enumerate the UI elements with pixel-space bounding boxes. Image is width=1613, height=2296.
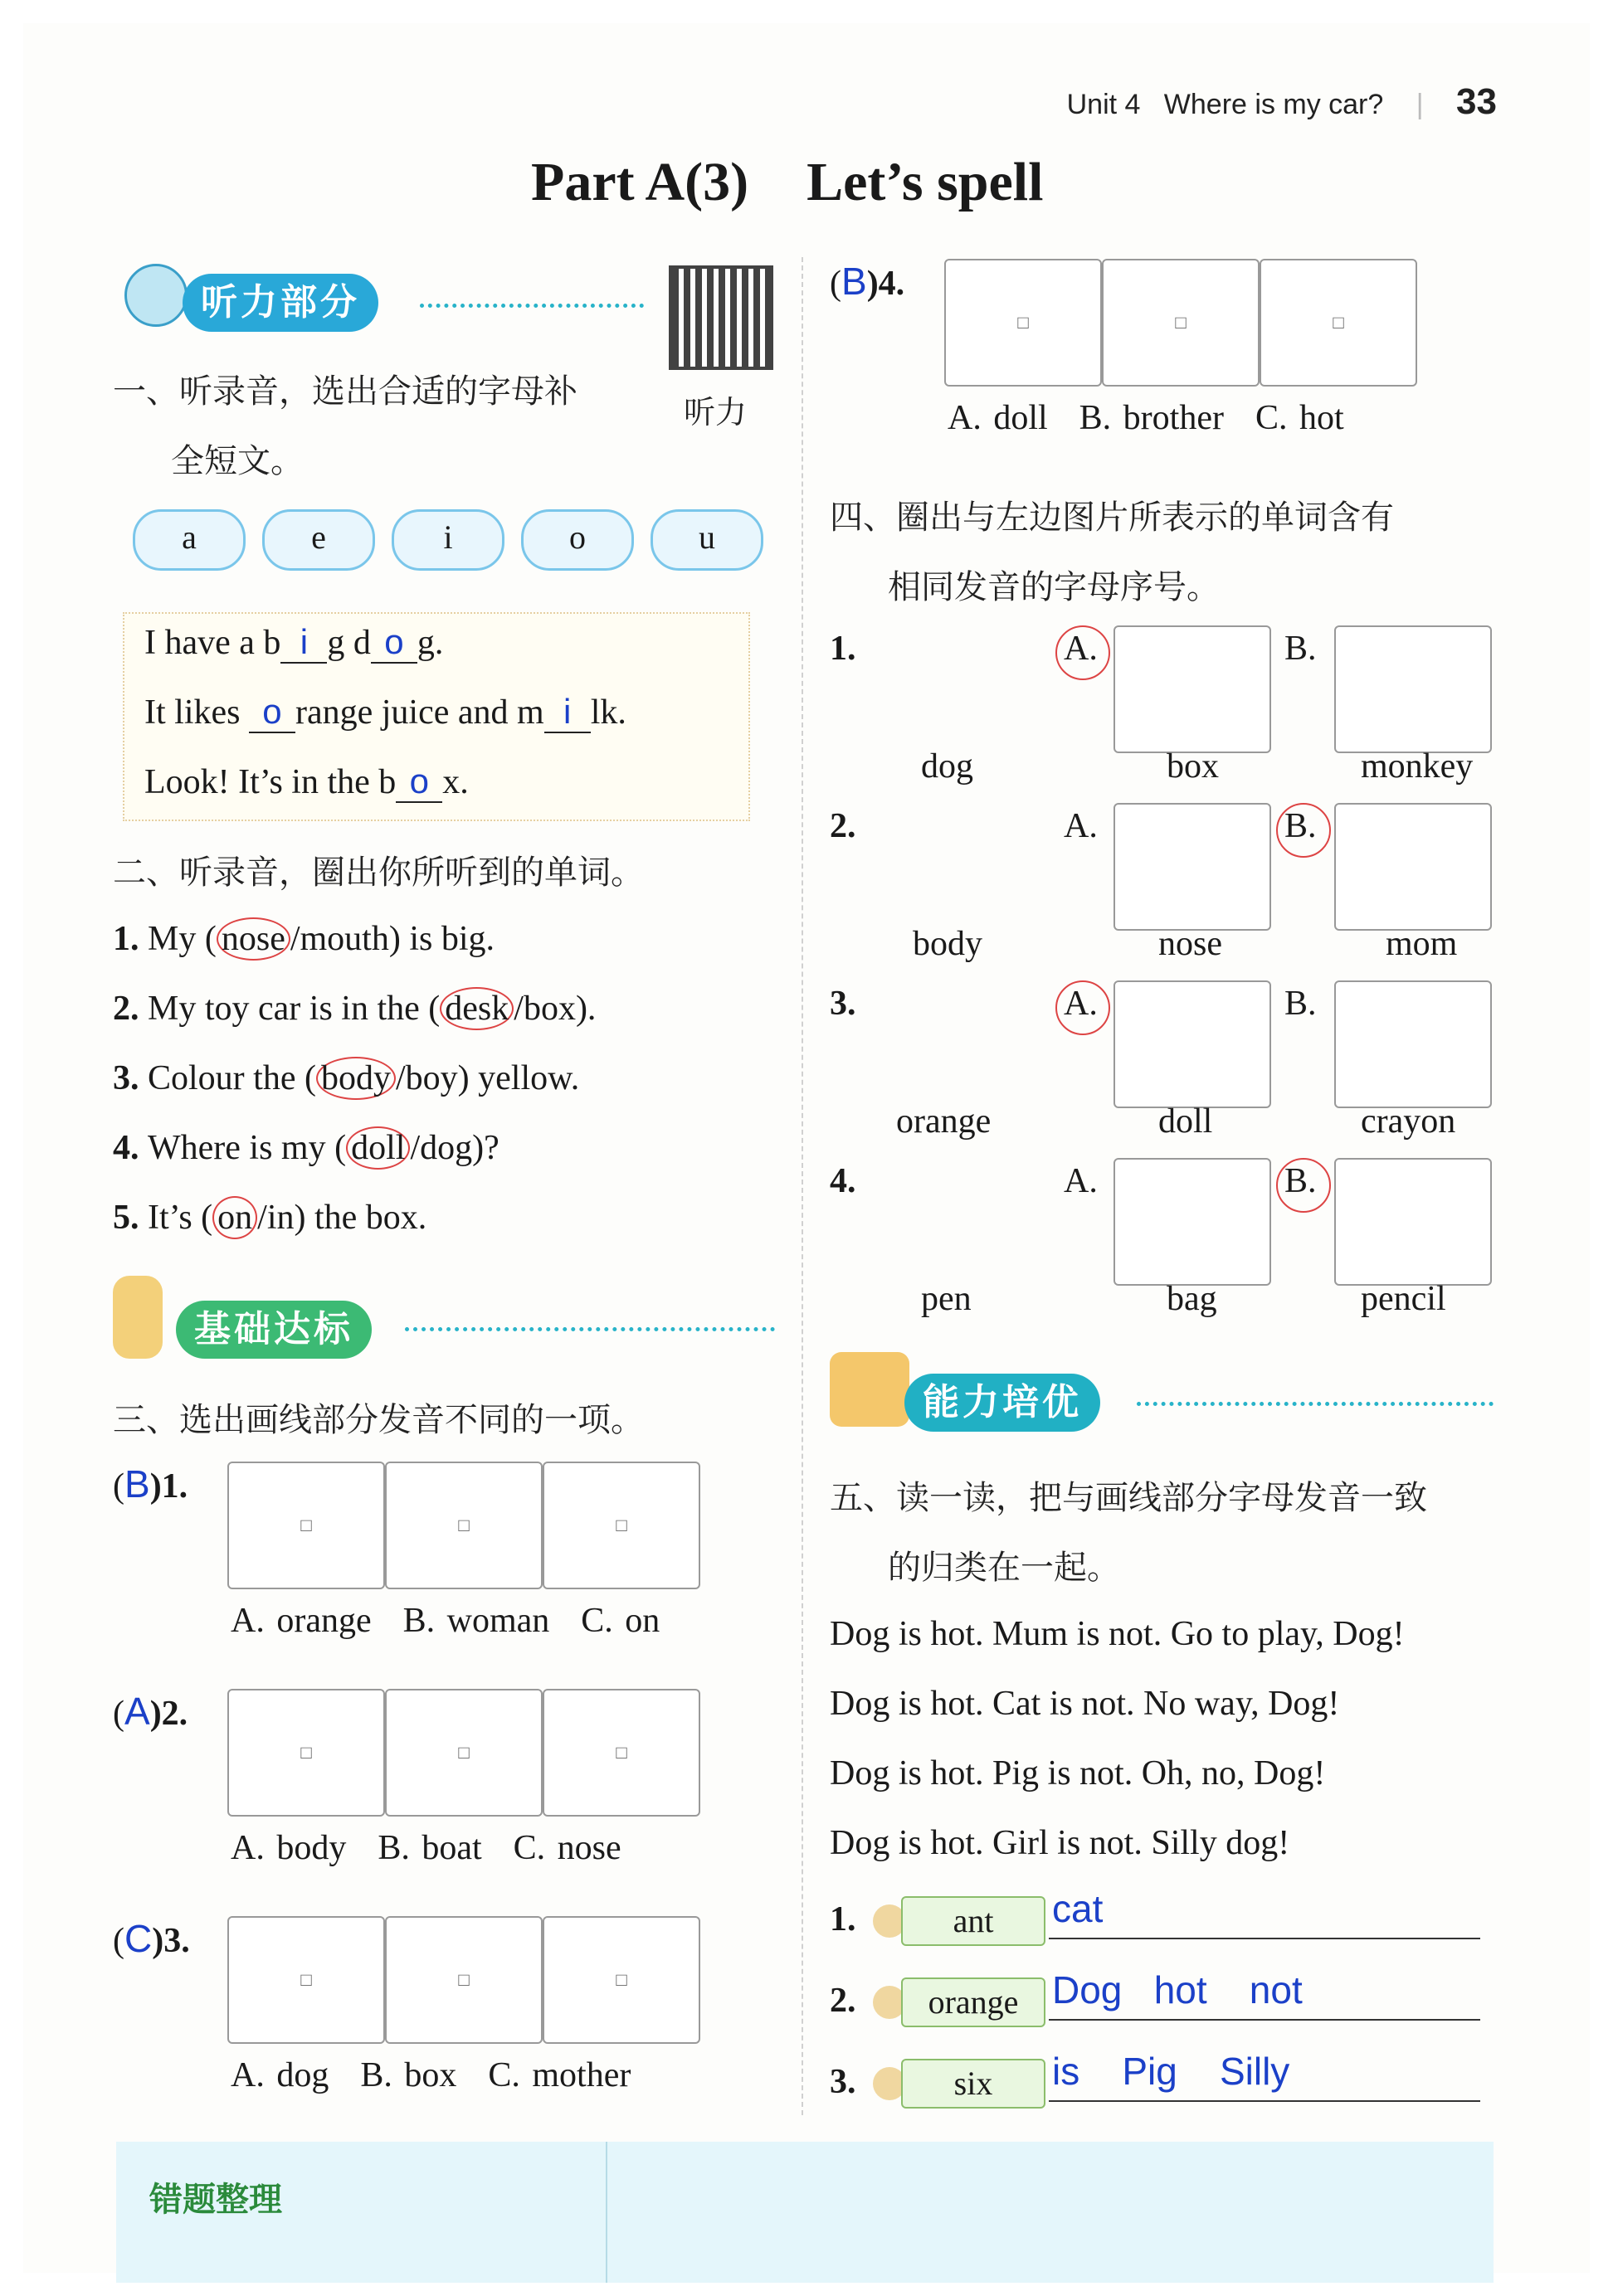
q1-instruction: 一、听录音，选出合适的字母补 — [113, 372, 577, 411]
option-b-label[interactable]: B. — [1284, 985, 1317, 1023]
letter-cloud[interactable]: a — [133, 509, 246, 571]
picture-frame — [227, 1916, 385, 2044]
item-number: 4. — [113, 1129, 148, 1167]
option-b-word: monkey — [1361, 747, 1474, 786]
main-word: body — [913, 925, 982, 963]
sentence-end: )? — [472, 1129, 499, 1167]
slash: / — [514, 990, 524, 1028]
answer-blank[interactable]: o — [249, 692, 295, 733]
picture-frame — [1102, 259, 1260, 387]
option-b-label[interactable]: B. — [1284, 630, 1317, 668]
q4-instruction-cont: 相同发音的字母序号。 — [888, 568, 1220, 606]
option-b-picture[interactable] — [1334, 803, 1492, 931]
option-a-label[interactable]: A. — [1064, 630, 1098, 668]
picture-frame — [385, 1916, 543, 2044]
option-label[interactable]: A. orange — [231, 1602, 372, 1640]
q2-instruction: 二、听录音，圈出你所听到的单词。 — [113, 854, 644, 892]
option-label[interactable]: A. dog — [231, 2056, 329, 2094]
ability-section-badge: 能力培优 — [904, 1374, 1100, 1432]
option-label[interactable]: C. mother — [488, 2056, 631, 2094]
selected-circle — [1276, 1158, 1331, 1213]
circled-word[interactable]: body — [316, 1057, 396, 1100]
item-number: 3. — [830, 985, 856, 1023]
option-b-picture[interactable] — [1334, 980, 1492, 1108]
alt-word[interactable]: dog — [420, 1129, 473, 1167]
notes-band — [116, 2142, 1494, 2283]
option-label[interactable]: B. box — [360, 2056, 457, 2094]
picture-icon: □ — [300, 1515, 312, 1535]
q1-line-2 — [144, 692, 626, 733]
dotted-rule — [1137, 1402, 1494, 1406]
reading-sentence: Dog is hot. Cat is not. No way, Dog! — [830, 1685, 1340, 1723]
option-a-picture[interactable] — [1114, 803, 1271, 931]
slash: / — [410, 1129, 421, 1167]
answer-line-text[interactable]: Dog hot not — [1052, 1968, 1303, 2011]
alt-word[interactable]: box — [523, 990, 576, 1028]
picture-frame — [227, 1462, 385, 1589]
page-header — [1067, 81, 1497, 123]
option-a-picture[interactable] — [1114, 980, 1271, 1108]
option-label[interactable]: B. boat — [378, 1829, 482, 1867]
paren: ( — [830, 265, 841, 303]
option-label[interactable]: C. hot — [1255, 399, 1344, 437]
option-label[interactable]: A. doll — [948, 399, 1048, 437]
q3-answer — [113, 1689, 188, 1734]
q2-item — [113, 987, 596, 1030]
option-b-picture[interactable] — [1334, 1158, 1492, 1286]
letter-cloud[interactable]: e — [262, 509, 375, 571]
option-a-label[interactable]: A. — [1064, 807, 1098, 845]
main-word: pen — [921, 1280, 972, 1318]
paren: ( — [113, 1922, 124, 1960]
option-a-label[interactable]: A. — [1064, 985, 1098, 1023]
main-picture — [880, 1158, 1034, 1282]
q3-answer — [113, 1462, 188, 1506]
key-word-tag: ant — [901, 1896, 1045, 1946]
q3-instruction: 三、选出画线部分发音不同的一项。 — [113, 1401, 644, 1439]
text: It likes — [144, 693, 241, 732]
picture-icon: □ — [616, 1515, 627, 1535]
basic-section-badge: 基础达标 — [176, 1301, 372, 1359]
column-divider — [802, 257, 803, 2115]
picture-frame — [543, 1689, 700, 1817]
picture-icon: □ — [616, 1742, 627, 1763]
item-number: 3. — [830, 2063, 856, 2101]
unit-label: Unit 4 — [1066, 89, 1141, 120]
reading-sentence: Dog is hot. Pig is not. Oh, no, Dog! — [830, 1754, 1326, 1793]
item-number: 3. — [113, 1059, 148, 1097]
item-number: )4. — [866, 265, 905, 303]
paren: ( — [113, 1695, 124, 1733]
notes-divider — [606, 2142, 607, 2283]
page-title — [531, 151, 1101, 214]
circled-word[interactable]: desk — [440, 987, 514, 1030]
paren: ( — [113, 1467, 124, 1506]
text: Look! It’s in the b — [144, 763, 397, 801]
picture-icon: □ — [458, 1742, 470, 1763]
circled-word[interactable]: on — [212, 1196, 257, 1239]
picture-icon: □ — [1175, 312, 1187, 333]
item-number: 2. — [113, 990, 148, 1028]
option-a-word: box — [1167, 747, 1219, 786]
option-row — [231, 2055, 662, 2095]
option-b-label[interactable]: B. — [1284, 1162, 1317, 1200]
slash: / — [395, 1059, 406, 1097]
reading-mascot-icon — [830, 1352, 909, 1427]
option-label[interactable]: C. on — [581, 1602, 660, 1640]
option-a-label[interactable]: A. — [1064, 1162, 1098, 1200]
lesson-name: Let’s spell — [806, 152, 1044, 212]
item-number: 4. — [830, 1162, 856, 1200]
slash: / — [257, 1199, 267, 1237]
q5-instruction: 五、读一读，把与画线部分字母发音一致 — [830, 1479, 1427, 1517]
reading-sentence: Dog is hot. Mum is not. Go to play, Dog! — [830, 1615, 1405, 1653]
answer-line — [1049, 2100, 1480, 2102]
reading-sentence: Dog is hot. Girl is not. Silly dog! — [830, 1824, 1290, 1862]
picture-icon: □ — [300, 1969, 312, 1990]
text: range juice and m — [295, 693, 544, 732]
option-label[interactable]: B. woman — [402, 1602, 550, 1640]
text: I have a b — [144, 624, 281, 662]
q4-instruction: 四、圈出与左边图片所表示的单词含有 — [830, 499, 1394, 537]
option-b-word: mom — [1386, 925, 1458, 963]
pencil-mascot-icon — [113, 1276, 163, 1359]
qr-code-icon[interactable] — [669, 265, 773, 370]
answer-blank[interactable]: i — [544, 692, 591, 733]
q3-answer — [830, 259, 904, 304]
main-picture — [880, 625, 1034, 750]
answer-line-text[interactable]: cat — [1052, 1887, 1104, 1930]
text: lk. — [590, 693, 626, 732]
q2-item — [113, 1126, 499, 1170]
alt-word[interactable]: boy — [405, 1059, 458, 1097]
picture-icon: □ — [1333, 312, 1344, 333]
picture-frame — [1260, 259, 1417, 387]
option-label[interactable]: A. body — [231, 1829, 347, 1867]
answer-blank[interactable]: o — [396, 761, 442, 803]
qr-label: 听力 — [684, 394, 748, 430]
item-number: 2. — [830, 1982, 856, 2020]
q1-line-1 — [144, 622, 443, 664]
page-number: 33 — [1456, 81, 1497, 122]
option-row — [948, 398, 1376, 438]
main-picture — [880, 803, 1034, 927]
picture-frame — [385, 1689, 543, 1817]
item-number: )1. — [149, 1467, 188, 1506]
chosen-answer[interactable]: B — [841, 260, 867, 303]
q5-instruction-cont: 的归类在一起。 — [888, 1549, 1120, 1587]
item-number: 2. — [830, 807, 856, 845]
q3-answer — [113, 1916, 190, 1961]
option-a-word: bag — [1167, 1280, 1217, 1318]
circled-word[interactable]: doll — [346, 1126, 410, 1170]
picture-icon: □ — [458, 1969, 470, 1990]
answer-line — [1049, 1938, 1480, 1939]
alt-word[interactable]: mouth — [300, 920, 389, 958]
option-a-word: nose — [1158, 925, 1222, 963]
main-picture — [880, 980, 1034, 1105]
selected-circle — [1055, 625, 1110, 680]
error-notes-label: 错题整理 — [149, 2181, 282, 2219]
item-number: 1. — [830, 1900, 856, 1938]
main-word: orange — [896, 1102, 992, 1141]
item-number: 1. — [113, 920, 148, 958]
option-row — [231, 1828, 653, 1868]
option-row — [231, 1601, 691, 1641]
slash: / — [290, 920, 300, 958]
sentence-start: My toy car is in the ( — [148, 990, 441, 1028]
picture-frame — [227, 1689, 385, 1817]
key-word-tag: orange — [901, 1977, 1045, 2027]
picture-icon: □ — [616, 1969, 627, 1990]
selected-circle — [1276, 803, 1331, 858]
sentence-start: Colour the ( — [148, 1059, 316, 1097]
answer-line-text[interactable]: is Pig Silly — [1052, 2050, 1290, 2093]
sentence-end: ) yellow. — [457, 1059, 580, 1097]
chosen-answer[interactable]: A — [124, 1690, 150, 1733]
q1-line-3 — [144, 761, 469, 803]
q2-item — [113, 1196, 426, 1239]
alt-word[interactable]: in — [266, 1199, 295, 1237]
letter-cloud[interactable]: o — [521, 509, 634, 571]
option-b-word: pencil — [1361, 1280, 1446, 1318]
dotted-rule — [405, 1327, 775, 1331]
letter-cloud[interactable]: u — [651, 509, 763, 571]
answer-blank[interactable]: o — [371, 622, 417, 664]
text: x. — [442, 763, 469, 801]
picture-icon: □ — [1017, 312, 1029, 333]
item-number: 1. — [830, 630, 856, 668]
headphone-mascot-icon — [124, 264, 188, 327]
picture-frame — [543, 1462, 700, 1589]
option-b-picture[interactable] — [1334, 625, 1492, 753]
answer-blank[interactable]: i — [280, 622, 327, 664]
sentence-end: ) is big. — [388, 920, 495, 958]
picture-frame — [944, 259, 1102, 387]
item-number: 5. — [113, 1199, 148, 1237]
key-word-tag: six — [901, 2059, 1045, 2109]
sentence-start: Where is my ( — [148, 1129, 347, 1167]
q1-instruction-cont: 全短文。 — [171, 442, 304, 480]
option-label[interactable]: C. nose — [513, 1829, 621, 1867]
picture-icon: □ — [300, 1742, 312, 1763]
listening-section-badge: 听力部分 — [183, 274, 378, 332]
sentence-end: ). — [575, 990, 597, 1028]
chosen-answer[interactable]: C — [124, 1917, 153, 1960]
letter-cloud[interactable]: i — [392, 509, 504, 571]
option-a-word: doll — [1158, 1102, 1213, 1141]
circled-word[interactable]: nose — [217, 917, 290, 961]
header-separator: | — [1416, 89, 1424, 120]
option-label[interactable]: B. brother — [1079, 399, 1224, 437]
picture-frame — [385, 1462, 543, 1589]
picture-icon: □ — [458, 1515, 470, 1535]
q2-item — [113, 917, 495, 961]
option-b-label[interactable]: B. — [1284, 807, 1317, 845]
item-number: )2. — [149, 1695, 188, 1733]
option-a-picture[interactable] — [1114, 625, 1271, 753]
item-number: )3. — [152, 1922, 190, 1960]
chosen-answer[interactable]: B — [124, 1462, 150, 1506]
dotted-rule — [420, 304, 644, 308]
sentence-end: ) the box. — [294, 1199, 427, 1237]
option-a-picture[interactable] — [1114, 1158, 1271, 1286]
text: g d — [327, 624, 371, 662]
unit-title: Where is my car? — [1163, 89, 1384, 120]
selected-circle — [1055, 980, 1110, 1035]
sentence-start: My ( — [148, 920, 217, 958]
text: g. — [417, 624, 444, 662]
part-label: Part A(3) — [531, 152, 749, 212]
picture-frame — [543, 1916, 700, 2044]
option-b-word: crayon — [1361, 1102, 1456, 1141]
main-word: dog — [921, 747, 973, 786]
answer-line — [1049, 2019, 1480, 2021]
q2-item — [113, 1057, 579, 1100]
sentence-start: It’s ( — [148, 1199, 213, 1237]
